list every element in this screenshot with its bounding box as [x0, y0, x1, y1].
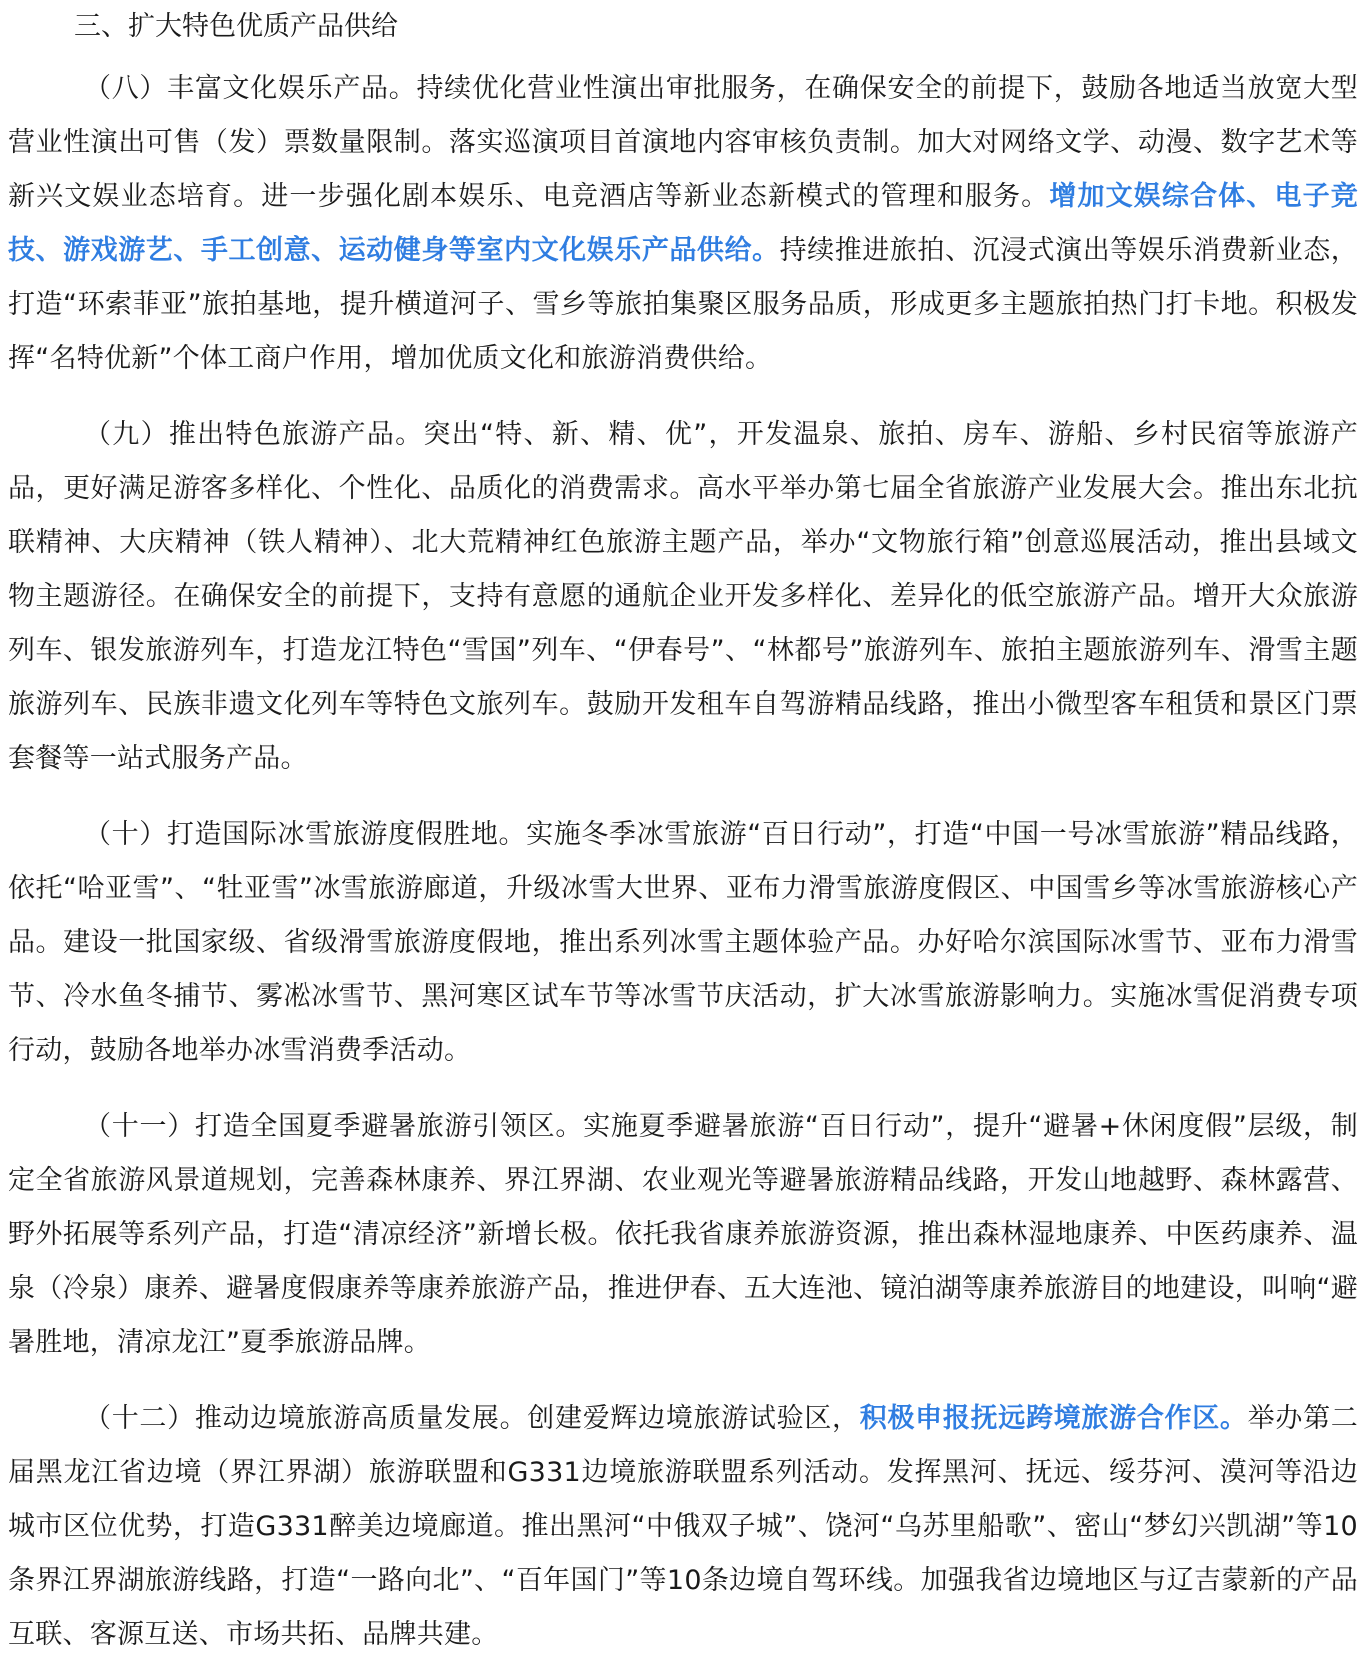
paragraph-text: （十二）推动边境旅游高质量发展。创建爱辉边境旅游试验区， [84, 1403, 860, 1434]
paragraph-ice-snow-resort [8, 808, 1358, 1078]
highlighted-text: 增加文娱综合体、电子竞技、游戏游艺、手工创意、运动健身等室内文化娱乐产品供给。 [8, 181, 1358, 266]
paragraph-border-tourism [8, 1392, 1358, 1662]
paragraph-featured-tourism-products [8, 408, 1358, 786]
paragraph-text: （十）打造国际冰雪旅游度假胜地。实施冬季冰雪旅游“百日行动”，打造“中国一号冰雪旅游”精品线路，依托“哈亚雪”、“牡亚雪”冰雪旅游廊道，升级冰雪大世界、亚布力滑雪旅游度假区、中国雪乡等冰雪旅游核心产品。建设一批国家级、省级滑雪旅游度假地，推出系列冰雪主题体验产品。办好哈尔滨国际冰雪节、亚布力滑雪节、冷水鱼冬捕节、雾凇冰雪节、黑河寒区试车节等冰雪节庆活动，扩大冰雪旅游影响力。实施冰雪促消费专项行动，鼓励各地举办冰雪消费季活动。 [8, 819, 1358, 1066]
highlighted-text: 积极申报抚远跨境旅游合作区。 [859, 1403, 1248, 1434]
paragraph-text: （九）推出特色旅游产品。突出“特、新、精、优”，开发温泉、旅拍、房车、游船、乡村民宿等旅游产品，更好满足游客多样化、个性化、品质化的消费需求。高水平举办第七届全省旅游产业发展大会。推出东北抗联精神、大庆精神（铁人精神）、北大荒精神红色旅游主题产品，举办“文物旅行箱”创意巡展活动，推出县域文物主题游径。在确保安全的前提下，支持有意愿的通航企业开发多样化、差异化的低空旅游产品。增开大众旅游列车、银发旅游列车，打造龙江特色“雪国”列车、“伊春号”、“林都号”旅游列车、旅拍主题旅游列车、滑雪主题旅游列车、民族非遗文化列车等特色文旅列车。鼓励开发租车自驾游精品线路，推出小微型客车租赁和景区门票套餐等一站式服务产品。 [8, 419, 1358, 774]
paragraph-text: 举办第二届黑龙江省边境（界江界湖）旅游联盟和G331边境旅游联盟系列活动。发挥黑河、抚远、绥芬河、漠河等沿边城市区位优势，打造G331醉美边境廊道。推出黑河“中俄双子城”、饶河“乌苏里船歌”、密山“梦幻兴凯湖”等10条界江界湖旅游线路，打造“一路向北”、“百年国门”等10条边境自驾环线。加强我省边境地区与辽吉蒙新的产品互联、客源互送、市场共拓、品牌共建。 [8, 1403, 1359, 1650]
paragraph-text: （八）丰富文化娱乐产品。持续优化营业性演出审批服务，在确保安全的前提下，鼓励各地适当放宽大型营业性演出可售（发）票数量限制。落实巡演项目首演地内容审核负责制。加大对网络文学、动漫、数字艺术等新兴文娱业态培育。进一步强化剧本娱乐、电竞酒店等新业态新模式的管理和服务。 [8, 73, 1358, 212]
paragraph-entertainment-products [8, 62, 1358, 386]
paragraph-summer-tourism [8, 1100, 1358, 1370]
paragraph-text: 持续推进旅拍、沉浸式演出等娱乐消费新业态，打造“环索菲亚”旅拍基地，提升横道河子、雪乡等旅拍集聚区服务品质，形成更多主题旅拍热门打卡地。积极发挥“名特优新”个体工商户作用，增加优质文化和旅游消费供给。 [8, 235, 1359, 374]
paragraph-text: （十一）打造全国夏季避暑旅游引领区。实施夏季避暑旅游“百日行动”，提升“避暑+休闲度假”层级，制定全省旅游风景道规划，完善森林康养、界江界湖、农业观光等避暑旅游精品线路，开发山地越野、森林露营、野外拓展等系列产品，打造“清凉经济”新增长极。依托我省康养旅游资源，推出森林湿地康养、中医药康养、温泉（冷泉）康养、避暑度假康养等康养旅游产品，推进伊春、五大连池、镜泊湖等康养旅游目的地建设，叫响“避暑胜地，清凉龙江”夏季旅游品牌。 [8, 1111, 1358, 1358]
section-heading: 三、扩大特色优质产品供给 [74, 11, 398, 42]
